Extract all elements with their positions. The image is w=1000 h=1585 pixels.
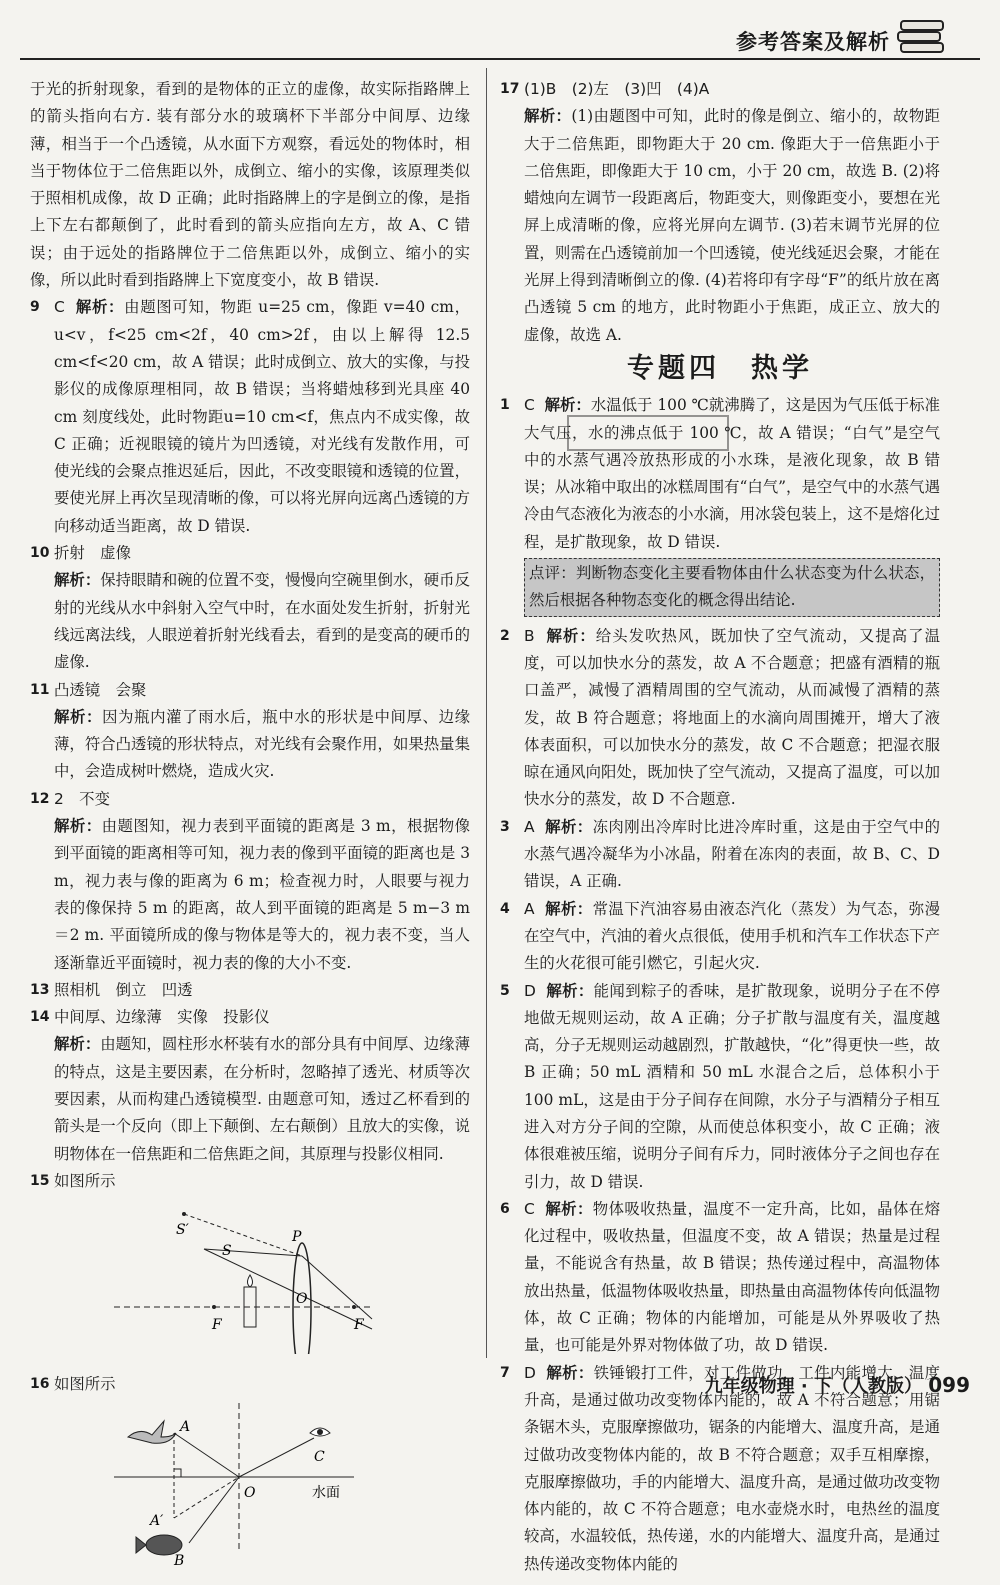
eye-pupil-icon xyxy=(317,1429,323,1435)
answer: 如图所示 xyxy=(54,1171,116,1190)
question-number: 5 xyxy=(500,982,510,999)
question-number: 13 xyxy=(30,981,50,998)
focus-right-point xyxy=(352,1305,356,1309)
analysis-text: 由题知，圆柱形水杯装有水的部分具有中间厚、边缘薄的特点，这是主要因素，在分析时，忽略掉了透光、材质等次要因素，从而构建凸透镜模型. 由题意可知，透过乙杯看到的箭头是一个反向（即上下颠倒、左右颠倒）且放大的实像，说明物体在一倍焦距和二倍焦距之间，其原理与投影仪相同. xyxy=(54,1035,470,1163)
section-title: 专题四 热学 xyxy=(627,352,813,384)
analysis-label: 解析： xyxy=(75,298,125,317)
question-number: 1 xyxy=(500,397,510,414)
label-s-prime: S′ xyxy=(176,1222,189,1239)
label-f-left: F xyxy=(212,1317,222,1334)
ray-a-to-o xyxy=(174,1433,239,1477)
lens-ray-diagram xyxy=(114,1199,470,1363)
question-1 xyxy=(500,392,940,616)
page-footer xyxy=(705,1372,970,1398)
analysis-text: 由题图知，视力表到平面镜的距离是 3 m，根据物像到平面镜的距离相等可知，视力表的像到平面镜的距离也是 3 m，视力表与像的距离为 6 m；检查视力时，人眼要与视力表的像保持 5 m 的距离，故人到平面镜的距离是 5 m−3 m＝2 m. 平面镜所成的像与物体是等大的，视力表不变，当人逐渐靠近平面镜时，视力表的像的大小不变. xyxy=(54,817,470,972)
analysis-label: 解析： xyxy=(546,1363,594,1382)
label-f-right: F xyxy=(354,1317,364,1334)
column-divider xyxy=(486,68,487,1358)
header-rule xyxy=(20,58,980,60)
question-number: 10 xyxy=(30,545,50,562)
footer-text: 九年级物理 · 下（人教版） xyxy=(704,1376,922,1397)
ray-image xyxy=(174,1477,239,1518)
right-column xyxy=(500,76,940,1578)
answer: A xyxy=(524,899,535,918)
analysis-text: 铁锤锻打工件，对工件做功，工件内能增大、温度升高，是通过做功改变物体内能的，故 A 不符合题意；用锯条锯木头，克服摩擦做功，锯条的内能增大、温度升高，是通过做功改变物体内能的，故 B 不符合题意；双手互相摩擦，克服摩擦做功，手的内能增大、温度升高，是通过做功改变物体内能的，故 C 不符合题意；电水壶烧水时，电热丝的温度较高，水温较低，热传递，水的内能增大、温度升高，是通过热传递改变物体内能的 xyxy=(524,1363,940,1573)
question-number: 3 xyxy=(500,818,510,835)
analysis-label: 解析： xyxy=(544,396,591,415)
question-6 xyxy=(500,1196,940,1360)
question-number: 7 xyxy=(500,1364,510,1381)
question-number: 9 xyxy=(30,299,40,316)
question-number: 6 xyxy=(500,1200,510,1217)
left-column xyxy=(30,76,470,1585)
answer: 如图所示 xyxy=(54,1375,116,1394)
answer: 凸透镜 会聚 xyxy=(54,680,147,699)
question-number: 15 xyxy=(30,1172,50,1189)
question-14 xyxy=(30,1004,470,1168)
analysis-text: 水温低于 100 ℃就沸腾了，这是因为气压低于标准大气压，水的沸点低于 100 ℃，故 A 错误；“白气”是空气中的水蒸气遇冷放热形成的小水珠，是液化现象，故 B 错误；从冰箱中取出的冰糕周围有“白气”，是空气中的水蒸气遇冷由气态液化为液态的小水滴，用冰袋包装上，这不是熔化过程，是扩散现象，故 D 错误. xyxy=(524,396,940,551)
answer: 2 不变 xyxy=(54,789,110,808)
question-number: 12 xyxy=(30,790,50,807)
header-title: 参考答案及解析 xyxy=(736,30,890,54)
label-a: A xyxy=(180,1418,191,1435)
label-o: O xyxy=(244,1484,256,1501)
answer: A xyxy=(524,817,535,836)
analysis-text: 保持眼睛和碗的位置不变，慢慢向空碗里倒水，硬币反射的光线从水中斜射入空气中时，在水面处发生折射，折射光线远离法线，人眼逆着折射光线看去，看到的是变高的硬币的虚像. xyxy=(54,571,470,672)
label-b: B xyxy=(174,1552,185,1568)
analysis-label: 解析： xyxy=(545,817,593,836)
label-o: O xyxy=(296,1291,308,1308)
question-5 xyxy=(500,978,940,1196)
question-10 xyxy=(30,540,470,676)
analysis-text: 物体吸收热量，温度不一定升高，比如，晶体在熔化过程中，吸收热量，但温度不变，故 A 错误；热量是过程量，不能说含有热量，故 B 错误；热传递过程中，高温物体放出热量，低温物体吸收热量，即热量由高温物体传向低温物体，故 C 正确；物体的内能增加，可能是从外界吸收了热量，也可能是外界对物体做了功，故 D 错误. xyxy=(524,1199,940,1355)
question-4 xyxy=(500,896,940,978)
question-2 xyxy=(500,623,940,814)
books-icon xyxy=(900,18,940,56)
label-water-surface: 水面 xyxy=(312,1484,340,1501)
question-9 xyxy=(30,294,470,540)
question-number: 11 xyxy=(30,681,50,698)
analysis-text: 冻肉刚出冷库时比进冷库时重，这是由于空气中的水蒸气遇冷凝华为小冰晶，附着在冻肉的表面，故 B、C、D 错误，A 正确. xyxy=(524,817,940,891)
focus-left-point xyxy=(212,1305,216,1309)
ray-through-center xyxy=(204,1249,372,1329)
ray-o-to-c xyxy=(239,1438,314,1477)
bird-icon xyxy=(128,1421,176,1443)
answer: C xyxy=(524,396,535,415)
page-header xyxy=(0,0,1000,62)
analysis-label: 解析： xyxy=(545,899,593,918)
question-13 xyxy=(30,977,470,1004)
analysis-text: 由题图可知，物距 u=25 cm，像距 v=40 cm，u<v，f<25 cm<2f，40 cm>2f，由以上解得 12.5 cm<f<20 cm，故 A 错误；此时成倒立、放大的实像，与投影仪的成像原理相同，故 B 错误；当将蜡烛移到光具座 40 cm 刻度线处，此时物距u=10 cm<f，焦点内不成实像，故 C 正确；近视眼镜的镜片为凹透镜，对光线有发散作用，可使光线的会聚点推迟延后，因此，不改变眼镜和透镜的位置，要使光屏上再次呈现清晰的像，可以将光屏向远离凸透镜的方向移动适当距离，故 D 错误. xyxy=(54,298,470,535)
answer: 中间厚、边缘薄 实像 投影仪 xyxy=(54,1008,270,1027)
question-number: 4 xyxy=(500,900,510,917)
fish-tail-icon xyxy=(136,1537,146,1553)
virtual-source-point xyxy=(182,1212,186,1216)
question-16 xyxy=(30,1371,470,1577)
analysis-label: 解析： xyxy=(524,107,572,126)
question-15 xyxy=(30,1168,470,1364)
analysis-label: 解析： xyxy=(546,981,594,1000)
answer: B xyxy=(524,626,535,645)
answer: D xyxy=(524,981,536,1000)
analysis-text: 能闻到粽子的香味，是扩散现象，说明分子在不停地做无规则运动，故 A 正确；分子扩散与温度有关，温度越高，分子无规则运动越剧烈，扩散越快，“化”得更快一些，故 B 正确；50 mL 酒精和 50 mL 水混合之后，总体积小于 100 mL，这是由于分子间存在间隙，水分子与酒精分子相互进入对方分子间的空隙，从而使总体积变小，故 C 正确；液体很难被压缩，说明分子间有斥力，同时液体分子之间也存在引力，故 D 错误. xyxy=(524,981,940,1191)
label-c: C xyxy=(314,1448,325,1465)
ray-extension xyxy=(184,1214,302,1256)
comment-box: 点评：判断物态变化主要看物体由什么状态变为什么状态，然后根据各种物态变化的概念得出结论. xyxy=(524,558,940,617)
label-p: P xyxy=(292,1229,302,1246)
analysis-label: 解析： xyxy=(54,1035,101,1054)
flame-icon xyxy=(248,1275,253,1287)
question-12 xyxy=(30,786,470,977)
analysis-text: 给头发吹热风，既加快了空气流动，又提高了温度，可以加快水分的蒸发，故 A 不合题意；把盛有酒精的瓶口盖严，减慢了酒精周围的空气流动，从而减慢了酒精的蒸发，故 B 符合题意；将地面上的水滴向周围摊开，增大了液体表面积，可以加快水分的蒸发，故 C 不合题意；把湿衣服晾在通风向阳处，既加快了空气流动，又提高了温度，可以加快水分的蒸发，故 D 不合题意. xyxy=(524,626,940,809)
analysis-text: (1)由题图中可知，此时的像是倒立、缩小的，故物距大于二倍焦距，即物距大于 20 cm. 像距大于一倍焦距小于二倍焦距，即像距大于 10 cm，小于 20 cm，故选 B. (2)将蜡烛向左调节一段距离后，物距变大，则像距变小，要想在光屏上成清晰的像，应将光屏向左调节. (3)若末调节光屏的位置，则需在凸透镜前加一个凹透镜，使光线延迟会聚，才能在光屏上得到清晰倒立的像. (4)若将印有字母“F”的纸片放在离凸透镜 5 cm 的地方，此时物距小于焦距，成正立、放大的虚像，故选 A. xyxy=(524,107,940,344)
label-a-prime: A′ xyxy=(150,1512,164,1529)
question-number: 16 xyxy=(30,1376,50,1393)
analysis-label: 解析： xyxy=(54,571,101,590)
right-angle-mark xyxy=(174,1469,181,1477)
label-s: S xyxy=(222,1243,232,1260)
question-number: 14 xyxy=(30,1009,50,1026)
analysis-label: 解析： xyxy=(54,707,103,726)
question-number: 17 xyxy=(500,81,520,97)
question-number: 2 xyxy=(500,627,510,644)
ray-b-to-o xyxy=(189,1477,239,1543)
q8-continuation: 于光的折射现象，看到的是物体的正立的虚像，故实际指路牌上的箭头指向右方. 装有部分水的玻璃杯下半部分中间厚、边缘薄，相当于一个凸透镜，从水面下方观察，看远处的物体时，相当于物体位于二倍焦距以外，成倒立、缩小的实像，该原理类似于照相机成像，故 D 正确；此时指路牌上的字是倒立的像，是指上下左右都颠倒了，此时看到的箭头应指向左方，故 A、C 错误；由于远处的指路牌位于二倍焦距以外，成倒立、缩小的实像，所以此时看到指路牌上下宽度变小，故 B 错误. xyxy=(30,80,470,290)
answer: D xyxy=(524,1363,536,1382)
question-3 xyxy=(500,814,940,896)
ray-s-to-p xyxy=(204,1249,302,1256)
question-17 xyxy=(500,76,940,349)
page-number: 099 xyxy=(928,1373,970,1397)
analysis-text: 常温下汽油容易由液态汽化（蒸发）为气态，弥漫在空气中，汽油的着火点很低，使用手机和汽车工作状态下产生的火花很可能引燃它，引起火灾. xyxy=(524,899,940,973)
answer: 折射 虚像 xyxy=(54,544,131,563)
question-11 xyxy=(30,677,470,786)
analysis-label: 解析： xyxy=(545,1199,593,1218)
ray-refracted xyxy=(302,1256,372,1319)
reflection-refraction-diagram xyxy=(114,1403,470,1577)
answer: (1)B (2)左 (3)凹 (4)A xyxy=(524,80,710,98)
analysis-text: 因为瓶内灌了雨水后，瓶中水的形状是中间厚、边缘薄，符合凸透镜的形状特点，对光线有会聚作用，如果热量集中，会造成树叶燃烧，造成火灾. xyxy=(54,707,470,781)
answer: C xyxy=(524,1199,535,1218)
analysis-label: 解析： xyxy=(54,817,102,836)
answer: 照相机 倒立 凹透 xyxy=(54,980,193,999)
answer: C xyxy=(54,298,65,317)
fish-icon xyxy=(146,1535,182,1555)
analysis-label: 解析： xyxy=(546,626,596,645)
